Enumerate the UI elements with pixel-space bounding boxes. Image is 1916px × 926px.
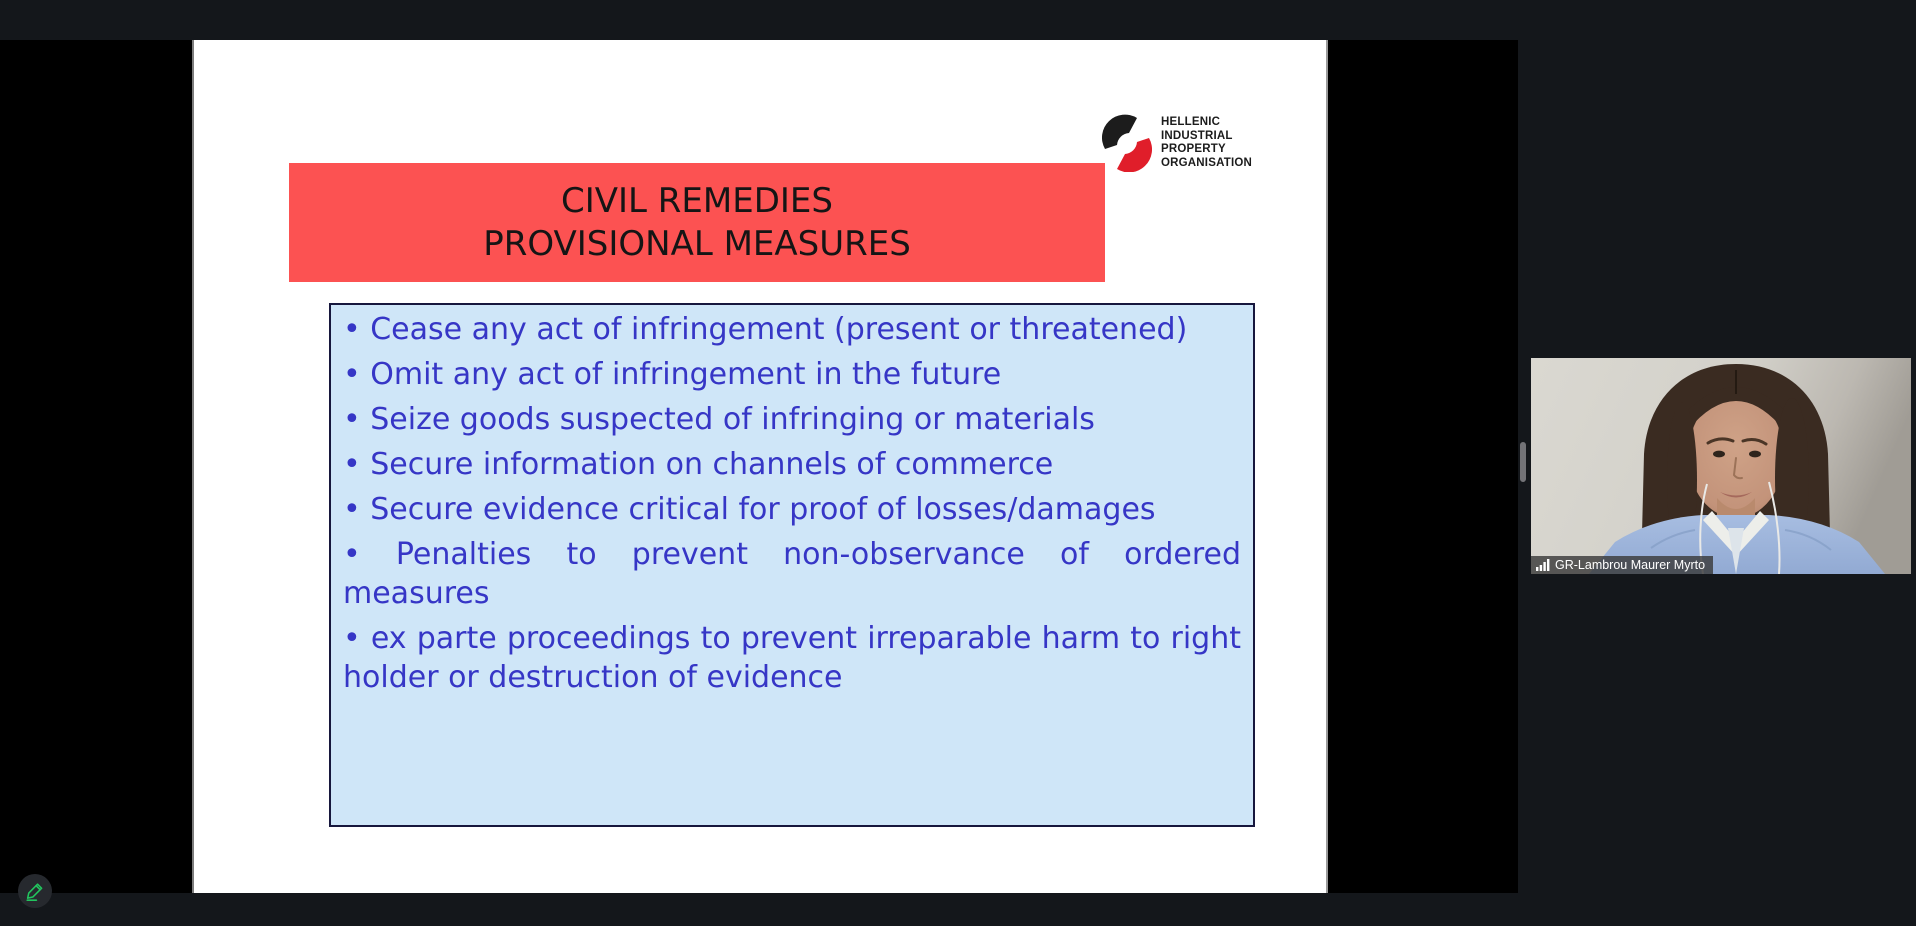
title-line: PROVISIONAL MEASURES <box>483 223 911 264</box>
logo-line: PROPERTY <box>1161 143 1226 155</box>
bullet-item: • Cease any act of infringement (present or threatened) <box>343 312 1188 347</box>
logo-line: HELLENIC <box>1161 116 1221 128</box>
pencil-icon <box>24 880 46 902</box>
video-panel-resize-handle[interactable] <box>1520 442 1526 482</box>
logo-line: ORGANISATION <box>1161 156 1252 169</box>
participant-video-tile[interactable] <box>1531 358 1911 574</box>
participant-name: GR-Lambrou Maurer Myrto <box>1555 558 1706 572</box>
logo-line: INDUSTRIAL <box>1161 129 1233 142</box>
bullet-item: • Penalties to prevent non-observance of ordered measures <box>343 537 1241 611</box>
hipo-swoosh-logo-icon <box>1102 114 1152 172</box>
participant-webcam-image <box>1531 358 1911 574</box>
presentation-slide <box>192 40 1328 893</box>
bullet-item: • ex parte proceedings to prevent irreparable harm to right holder or destruction of evidence <box>343 621 1241 695</box>
participant-name-badge <box>1531 556 1713 574</box>
bullet-item: • Secure information on channels of commerce <box>343 447 1054 482</box>
signal-bars-icon <box>1536 559 1550 571</box>
bullet-item: • Omit any act of infringement in the future <box>343 357 1002 392</box>
slide-title-banner <box>289 163 1105 282</box>
org-logo-text <box>1161 116 1252 170</box>
bullet-list-box <box>329 303 1255 827</box>
bullet-item: • Seize goods suspected of infringing or materials <box>343 402 1095 437</box>
title-line: CIVIL REMEDIES <box>561 180 833 221</box>
annotate-button[interactable] <box>18 874 52 908</box>
org-logo <box>1102 114 1252 172</box>
bullet-item: • Secure evidence critical for proof of losses/damages <box>343 492 1156 527</box>
screen-share-region <box>0 40 1518 893</box>
